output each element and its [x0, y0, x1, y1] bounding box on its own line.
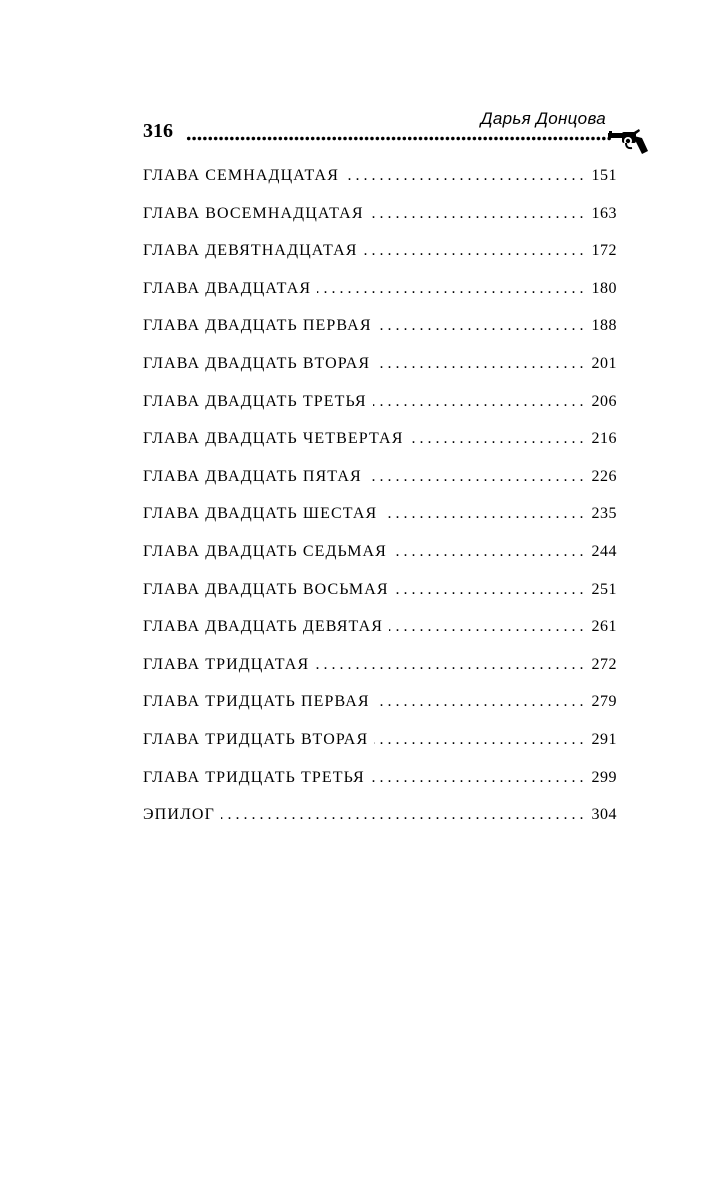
toc-entry[interactable]: [143, 205, 617, 243]
toc-entry-title: ГЛАВА ДЕВЯТНАДЦАТАЯ: [143, 242, 358, 260]
toc-dot-leader: [364, 242, 584, 260]
toc-dot-leader: [395, 581, 584, 599]
toc-entry-title: ГЛАВА ТРИДЦАТАЯ: [143, 655, 310, 673]
toc-entry[interactable]: [143, 468, 617, 506]
toc-entry-title: ГЛАВА ДВАДЦАТЬ ШЕСТАЯ: [143, 505, 378, 523]
toc-entry[interactable]: [143, 656, 617, 694]
toc-entry-page-number: 279: [591, 693, 617, 711]
toc-dot-leader: [393, 543, 584, 561]
toc-entry-title: ГЛАВА ДВАДЦАТЬ ПЯТАЯ: [143, 467, 362, 485]
toc-entry[interactable]: [143, 543, 617, 581]
toc-dot-leader: [389, 618, 583, 636]
toc-entry[interactable]: [143, 581, 617, 619]
toc-entry-page-number: 299: [591, 768, 617, 786]
toc-entry-title: ЭПИЛОГ: [143, 806, 215, 824]
toc-entry-title: ГЛАВА ДВАДЦАТЬ ТРЕТЬЯ: [143, 392, 367, 410]
toc-entry-page-number: 261: [591, 618, 617, 636]
author-name: Дарья Донцова: [480, 109, 606, 128]
toc-entry[interactable]: [143, 430, 617, 468]
toc-dot-leader: [370, 205, 584, 223]
toc-entry[interactable]: [143, 242, 617, 280]
toc-entry[interactable]: [143, 167, 617, 205]
toc-entry[interactable]: [143, 393, 617, 431]
toc-dot-leader: [345, 167, 584, 185]
toc-entry-title: ГЛАВА ДВАДЦАТЬ ВТОРАЯ: [143, 354, 371, 372]
toc-dot-leader: [378, 317, 584, 335]
toc-entry-page-number: 172: [591, 242, 617, 260]
toc-dot-leader: [368, 468, 584, 486]
toc-entry-page-number: 206: [591, 392, 617, 410]
toc-entry-title: ГЛАВА ДВАДЦАТЬ ПЕРВАЯ: [143, 317, 372, 335]
toc-entry-page-number: 163: [591, 204, 617, 222]
toc-entry-title: ГЛАВА ДВАДЦАТЬ СЕДЬМАЯ: [143, 542, 387, 560]
toc-entry-title: ГЛАВА ТРИДЦАТЬ ВТОРАЯ: [143, 730, 369, 748]
toc-entry-page-number: 180: [591, 279, 617, 297]
toc-entry-page-number: 304: [591, 806, 617, 824]
toc-entry-page-number: 272: [591, 655, 617, 673]
toc-entry-title: ГЛАВА СЕМНАДЦАТАЯ: [143, 167, 339, 184]
toc-entry[interactable]: [143, 280, 617, 318]
toc-entry-title: ГЛАВА ДВАДЦАТЬ ВОСЬМАЯ: [143, 580, 389, 598]
toc-dot-leader: [221, 806, 584, 824]
toc-dot-leader: [374, 731, 583, 749]
toc-dot-leader: [409, 430, 583, 448]
toc-entry[interactable]: [143, 355, 617, 393]
header-dotted-rule: [186, 136, 612, 141]
toc-entry[interactable]: [143, 317, 617, 355]
toc-entry-page-number: 226: [591, 467, 617, 485]
toc-entry-page-number: 201: [591, 354, 617, 372]
toc-dot-leader: [371, 769, 584, 787]
toc-entry[interactable]: [143, 769, 617, 807]
toc-entry-title: ГЛАВА ДВАДЦАТАЯ: [143, 279, 312, 297]
toc-entry[interactable]: [143, 505, 617, 543]
toc-dot-leader: [317, 280, 583, 298]
toc-dot-leader: [373, 393, 584, 411]
toc-entry-title: ГЛАВА ТРИДЦАТЬ ТРЕТЬЯ: [143, 768, 365, 786]
toc-dot-leader: [376, 355, 583, 373]
table-of-contents: [143, 167, 617, 844]
toc-entry-title: ГЛАВА ДВАДЦАТЬ ЧЕТВЕРТАЯ: [143, 430, 404, 448]
toc-entry-title: ГЛАВА ТРИДЦАТЬ ПЕРВАЯ: [143, 693, 370, 711]
toc-dot-leader: [315, 656, 583, 674]
toc-entry-title: ГЛАВА ДВАДЦАТЬ ДЕВЯТАЯ: [143, 618, 384, 636]
revolver-icon: [608, 128, 648, 156]
toc-entry[interactable]: [143, 806, 617, 844]
page-number: 316: [143, 120, 173, 142]
toc-entry[interactable]: [143, 618, 617, 656]
toc-entry-page-number: 188: [591, 317, 617, 335]
toc-entry[interactable]: [143, 731, 617, 769]
toc-entry-page-number: 251: [591, 580, 617, 598]
toc-entry-page-number: 291: [591, 730, 617, 748]
toc-entry-title: ГЛАВА ВОСЕМНАДЦАТАЯ: [143, 204, 364, 222]
toc-entry-page-number: 244: [591, 542, 617, 560]
toc-entry-page-number: 216: [591, 430, 617, 448]
page-header: [143, 108, 648, 158]
toc-entry-page-number: 151: [591, 167, 617, 184]
toc-dot-leader: [383, 505, 583, 523]
toc-entry[interactable]: [143, 693, 617, 731]
toc-dot-leader: [376, 693, 584, 711]
toc-entry-page-number: 235: [591, 505, 617, 523]
